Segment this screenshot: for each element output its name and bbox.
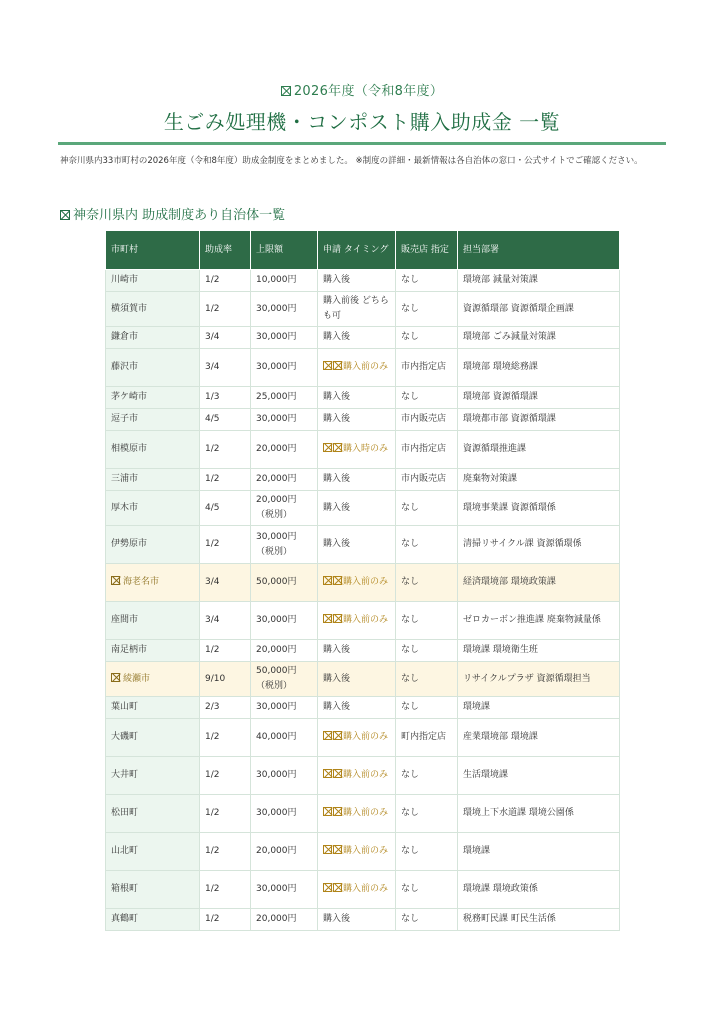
attention-icon	[323, 769, 332, 778]
cell-timing	[318, 409, 396, 431]
fiscal-year-text: 2026年度（令和8年度）	[293, 84, 444, 99]
column-header-limit: 上限額	[251, 231, 318, 270]
fiscal-year-label	[0, 80, 724, 99]
timing-text: 購入前のみ	[343, 615, 389, 625]
city-name: 相模原市	[111, 444, 148, 454]
cell-rate: 1/2	[200, 431, 251, 469]
city-name: 大磯町	[111, 732, 139, 742]
timing-text: 購入前のみ	[343, 884, 389, 894]
cell-dept: 環境部 減量対策課	[458, 270, 620, 292]
column-header-city: 市町村	[106, 231, 200, 270]
cell-limit: 20,000円	[251, 431, 318, 469]
section-heading-text: 神奈川県内 助成制度あり自治体一覧	[73, 208, 286, 223]
table-row	[106, 349, 620, 387]
cell-store: なし	[396, 491, 458, 526]
cell-city	[106, 469, 200, 491]
cell-timing	[318, 491, 396, 526]
cell-timing	[318, 795, 396, 833]
cell-limit: 40,000円	[251, 719, 318, 757]
cell-timing	[318, 833, 396, 871]
cell-store: なし	[396, 526, 458, 564]
cell-rate: 1/2	[200, 795, 251, 833]
table-row	[106, 719, 620, 757]
attention-icon	[333, 614, 342, 623]
cell-limit: 25,000円	[251, 387, 318, 409]
cell-rate: 1/2	[200, 833, 251, 871]
cell-dept: 生活環境課	[458, 757, 620, 795]
cell-dept: 環境課 環境衛生班	[458, 640, 620, 662]
cell-dept: 環境課	[458, 697, 620, 719]
attention-icon	[333, 845, 342, 854]
cell-city	[106, 662, 200, 697]
cell-rate: 1/2	[200, 469, 251, 491]
cell-timing	[318, 387, 396, 409]
timing-text: 購入前後 どちらも可	[323, 296, 389, 321]
cell-timing	[318, 431, 396, 469]
timing-text: 購入後	[323, 645, 351, 655]
timing-text: 購入時のみ	[343, 444, 389, 454]
cell-dept: 廃棄物対策課	[458, 469, 620, 491]
cell-city	[106, 526, 200, 564]
cell-store: なし	[396, 270, 458, 292]
cell-rate: 1/2	[200, 909, 251, 931]
cell-dept: 環境上下水道課 環境公園係	[458, 795, 620, 833]
cell-store: なし	[396, 564, 458, 602]
cell-store: なし	[396, 640, 458, 662]
timing-text: 購入後	[323, 914, 351, 924]
city-name: 厚木市	[111, 502, 139, 513]
cell-limit: 30,000円	[251, 795, 318, 833]
attention-icon	[323, 731, 332, 740]
table-row	[106, 640, 620, 662]
column-header-rate: 助成率	[200, 231, 251, 270]
cell-city	[106, 431, 200, 469]
table-row	[106, 469, 620, 491]
cell-limit: 10,000円	[251, 270, 318, 292]
cell-city	[106, 491, 200, 526]
cell-timing	[318, 602, 396, 640]
cell-timing	[318, 662, 396, 697]
cell-city	[106, 640, 200, 662]
cell-timing	[318, 270, 396, 292]
table-row	[106, 431, 620, 469]
table-row	[106, 795, 620, 833]
timing-text: 購入後	[323, 392, 351, 402]
city-name: 伊勢原市	[111, 539, 148, 549]
cell-dept: 環境部 環境総務課	[458, 349, 620, 387]
cell-dept: 環境事業課 資源循環係	[458, 491, 620, 526]
featured-icon	[111, 673, 120, 682]
cell-city	[106, 833, 200, 871]
city-name: 綾瀬市	[123, 673, 151, 684]
cell-store: なし	[396, 327, 458, 349]
timing-text: 購入後	[323, 702, 351, 712]
city-name: 三浦市	[111, 474, 139, 484]
cell-city	[106, 602, 200, 640]
section-heading	[60, 204, 285, 223]
timing-text: 購入前のみ	[343, 577, 389, 587]
cell-limit: 20,000円	[251, 833, 318, 871]
timing-text: 購入前のみ	[343, 770, 389, 780]
attention-icon	[333, 807, 342, 816]
cell-limit: 30,000円	[251, 292, 318, 327]
cell-limit: 50,000円	[251, 564, 318, 602]
subsidy-table	[105, 230, 620, 931]
cell-store: なし	[396, 292, 458, 327]
cell-timing	[318, 757, 396, 795]
cell-rate: 1/2	[200, 526, 251, 564]
cell-timing	[318, 292, 396, 327]
attention-icon	[323, 614, 332, 623]
table-row	[106, 662, 620, 697]
city-name: 座間市	[111, 615, 139, 625]
timing-text: 購入前のみ	[343, 808, 389, 818]
cell-limit: 20,000円	[251, 469, 318, 491]
cell-store: なし	[396, 833, 458, 871]
cell-store: 市内指定店	[396, 349, 458, 387]
cell-store: なし	[396, 909, 458, 931]
cell-dept: 税務町民課 町民生活係	[458, 909, 620, 931]
cell-rate: 9/10	[200, 662, 251, 697]
city-name: 南足柄市	[111, 645, 148, 655]
cell-city	[106, 795, 200, 833]
table-row	[106, 292, 620, 327]
table-row	[106, 387, 620, 409]
table-row	[106, 909, 620, 931]
title-divider	[58, 142, 666, 145]
cell-city	[106, 871, 200, 909]
attention-icon	[323, 883, 332, 892]
cell-city	[106, 387, 200, 409]
cell-rate: 1/2	[200, 719, 251, 757]
cell-store: なし	[396, 662, 458, 697]
cell-store: 市内指定店	[396, 431, 458, 469]
cell-store: なし	[396, 697, 458, 719]
cell-city	[106, 909, 200, 931]
city-name: 逗子市	[111, 414, 139, 424]
cell-limit: 30,000円	[251, 409, 318, 431]
city-name: 葉山町	[111, 702, 139, 712]
cell-rate: 3/4	[200, 349, 251, 387]
cell-timing	[318, 327, 396, 349]
cell-store: なし	[396, 871, 458, 909]
attention-icon	[333, 443, 342, 452]
table-row	[106, 491, 620, 526]
column-header-timing: 申請 タイミング	[318, 231, 396, 270]
cell-limit: 30,000円	[251, 349, 318, 387]
cell-city	[106, 270, 200, 292]
city-name: 海老名市	[123, 577, 160, 587]
timing-text: 購入前のみ	[343, 732, 389, 742]
cell-city	[106, 757, 200, 795]
cell-rate: 1/2	[200, 871, 251, 909]
attention-icon	[333, 731, 342, 740]
table-row	[106, 833, 620, 871]
table-row	[106, 757, 620, 795]
timing-text: 購入後	[323, 474, 351, 484]
cell-store: 市内販売店	[396, 409, 458, 431]
cell-rate: 2/3	[200, 697, 251, 719]
cell-rate: 4/5	[200, 491, 251, 526]
attention-icon	[333, 883, 342, 892]
cell-timing	[318, 909, 396, 931]
table-row	[106, 564, 620, 602]
intro-text: 神奈川県内33市町村の2026年度（令和8年度）助成金制度をまとめました。 ※制度の詳細・最新情報は各自治体の窓口・公式サイトでご確認ください。	[60, 156, 643, 166]
column-header-dept: 担当部署	[458, 231, 620, 270]
cell-city	[106, 697, 200, 719]
column-header-store: 販売店 指定	[396, 231, 458, 270]
cell-limit: 30,000円	[251, 697, 318, 719]
checkbox-icon	[60, 210, 70, 220]
cell-timing	[318, 564, 396, 602]
cell-timing	[318, 871, 396, 909]
cell-store: 市内販売店	[396, 469, 458, 491]
table-row	[106, 409, 620, 431]
cell-rate: 1/2	[200, 640, 251, 662]
cell-store: 町内指定店	[396, 719, 458, 757]
cell-limit: 50,000円（税別）	[251, 662, 318, 697]
table-row	[106, 871, 620, 909]
cell-dept: 環境部 ごみ減量対策課	[458, 327, 620, 349]
page-title: 生ごみ処理機・コンポスト購入助成金 一覧	[163, 110, 561, 134]
cell-dept: 環境課 環境政策係	[458, 871, 620, 909]
timing-text: 購入後	[323, 414, 351, 424]
cell-timing	[318, 526, 396, 564]
timing-text: 購入前のみ	[343, 846, 389, 856]
timing-text: 購入後	[323, 275, 351, 285]
cell-rate: 1/2	[200, 270, 251, 292]
cell-city	[106, 327, 200, 349]
cell-city	[106, 292, 200, 327]
city-name: 山北町	[111, 846, 139, 856]
featured-icon	[111, 576, 120, 585]
cell-city	[106, 409, 200, 431]
cell-rate: 1/3	[200, 387, 251, 409]
city-name: 藤沢市	[111, 362, 139, 372]
cell-dept: 環境課	[458, 833, 620, 871]
table-body	[106, 270, 620, 931]
cell-timing	[318, 640, 396, 662]
attention-icon	[333, 576, 342, 585]
cell-dept: 資源循環推進課	[458, 431, 620, 469]
cell-rate: 1/2	[200, 757, 251, 795]
cell-rate: 4/5	[200, 409, 251, 431]
city-name: 大井町	[111, 770, 139, 780]
cell-timing	[318, 697, 396, 719]
attention-icon	[323, 576, 332, 585]
cell-store: なし	[396, 602, 458, 640]
cell-limit: 30,000円	[251, 327, 318, 349]
cell-rate: 3/4	[200, 602, 251, 640]
cell-limit: 20,000円	[251, 909, 318, 931]
attention-icon	[323, 845, 332, 854]
cell-dept: 環境部 資源循環課	[458, 387, 620, 409]
city-name: 川崎市	[111, 275, 139, 285]
cell-city	[106, 564, 200, 602]
timing-text: 購入後	[323, 332, 351, 342]
timing-text: 購入後	[323, 502, 351, 513]
cell-limit: 30,000円（税別）	[251, 526, 318, 564]
table-row	[106, 526, 620, 564]
city-name: 箱根町	[111, 884, 139, 894]
cell-store: なし	[396, 387, 458, 409]
cell-city	[106, 349, 200, 387]
attention-icon	[323, 443, 332, 452]
city-name: 松田町	[111, 808, 139, 818]
city-name: 横須賀市	[111, 303, 148, 314]
table-row	[106, 602, 620, 640]
cell-limit: 30,000円	[251, 871, 318, 909]
cell-timing	[318, 719, 396, 757]
city-name: 茅ケ崎市	[111, 392, 148, 402]
cell-dept: 産業環境部 環境課	[458, 719, 620, 757]
cell-limit: 20,000円（税別）	[251, 491, 318, 526]
attention-icon	[323, 361, 332, 370]
attention-icon	[333, 769, 342, 778]
cell-dept: 清掃リサイクル課 資源循環係	[458, 526, 620, 564]
cell-timing	[318, 469, 396, 491]
attention-icon	[333, 361, 342, 370]
cell-timing	[318, 349, 396, 387]
cell-limit: 30,000円	[251, 602, 318, 640]
table-row	[106, 327, 620, 349]
cell-store: なし	[396, 795, 458, 833]
attention-icon	[323, 807, 332, 816]
cell-dept: リサイクルプラザ 資源循環担当	[458, 662, 620, 697]
table-row	[106, 697, 620, 719]
cell-store: なし	[396, 757, 458, 795]
cell-rate: 1/2	[200, 292, 251, 327]
cell-dept: 環境都市部 資源循環課	[458, 409, 620, 431]
cell-dept: 経済環境部 環境政策課	[458, 564, 620, 602]
cell-dept: ゼロカーボン推進課 廃棄物減量係	[458, 602, 620, 640]
page-header	[0, 80, 724, 135]
cell-limit: 20,000円	[251, 640, 318, 662]
checkbox-icon	[281, 86, 291, 96]
cell-rate: 3/4	[200, 564, 251, 602]
cell-dept: 資源循環部 資源循環企画課	[458, 292, 620, 327]
city-name: 真鶴町	[111, 914, 139, 924]
cell-rate: 3/4	[200, 327, 251, 349]
cell-city	[106, 719, 200, 757]
timing-text: 購入後	[323, 673, 351, 684]
table-header-row	[106, 231, 620, 270]
city-name: 鎌倉市	[111, 332, 139, 342]
timing-text: 購入前のみ	[343, 362, 389, 372]
cell-limit: 30,000円	[251, 757, 318, 795]
table-row	[106, 270, 620, 292]
timing-text: 購入後	[323, 539, 351, 549]
